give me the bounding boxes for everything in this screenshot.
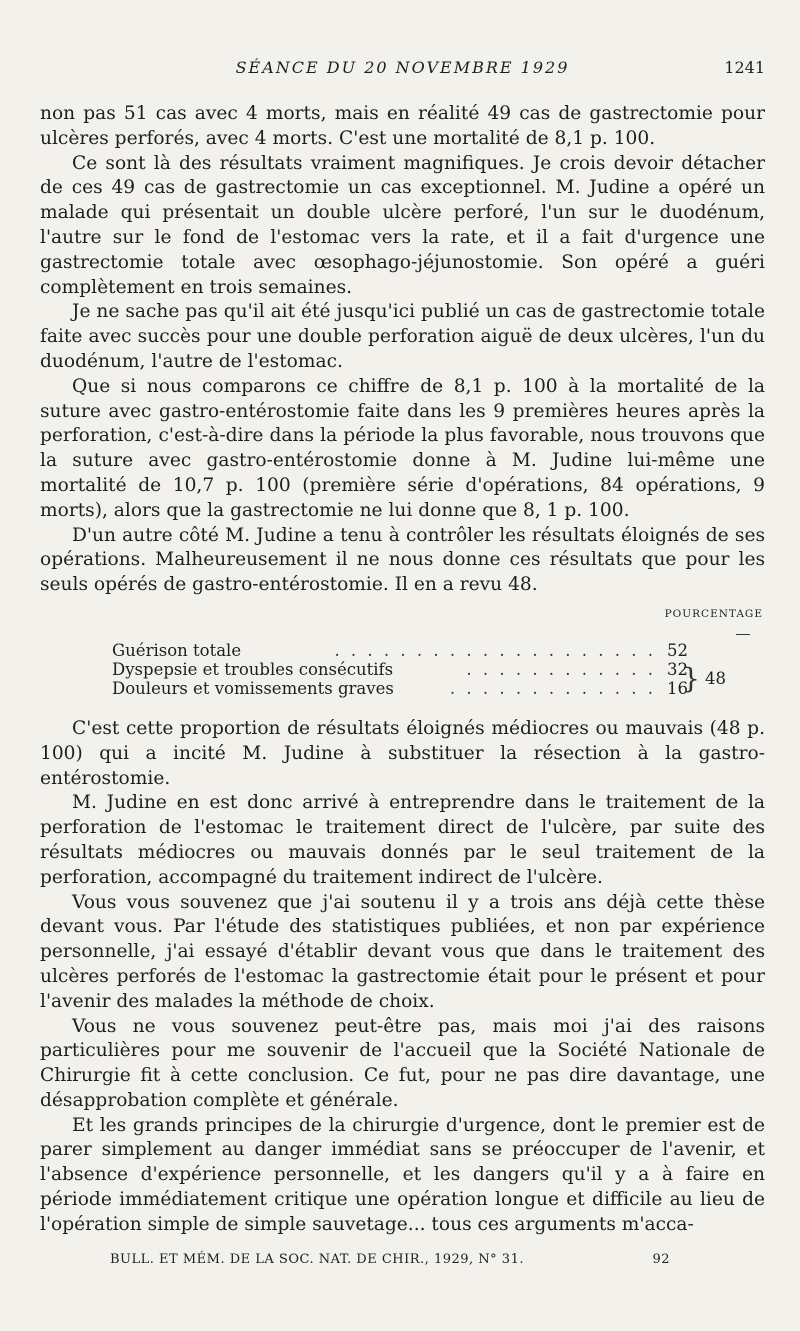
- running-title: SÉANCE DU 20 NOVEMBRE 1929: [235, 58, 570, 77]
- stats-row-label: Guérison totale: [112, 640, 242, 660]
- stats-row-value: 52: [667, 640, 688, 660]
- stats-row: [112, 660, 712, 679]
- sheet-number: 92: [652, 1252, 670, 1267]
- paragraph: Que si nous comparons ce chiffre de 8,1 p. 100 à la mortalité de la suture avec gastro-entérostomie faite dans les 9 premières heures après la perforation, c'est-à-dire dans la période la plus favorable, nous trouvons que la suture avec gastro-entérostomie donne à M. Judine lui-même une mortalité de 10,7 p. 100 (première série d'opérations, 84 opérations, 9 morts), alors que la gastrectomie ne lui donne que 8, 1 p. 100.: [40, 375, 765, 521]
- page-number: 1241: [724, 58, 765, 77]
- leader-dots: . . . . . . . . . . . .: [466, 659, 656, 679]
- stats-row-value: 32: [667, 659, 688, 679]
- paragraph: M. Judine en est donc arrivé à entreprendre dans le traitement de la perforation de l'estomac le traitement direct de l'ulcère, par suite des résultats médiocres ou mauvais donnés par le seul traitement de la perforation, accompagné du traitement indirect de l'ulcère.: [40, 792, 765, 888]
- stats-table: [112, 640, 726, 699]
- paragraph: Vous vous souvenez que j'ai soutenu il y a trois ans déjà cette thèse devant vous. Par l'étude des statistiques publiées, et non par expérience personnelle, j'ai essayé d'établir devant vous que dans le traitement des ulcères perforés de l'estomac la gastrectomie était pour le présent et pour l'avenir des malades la méthode de choix.: [40, 891, 765, 1012]
- paragraph: Vous ne vous souvenez peut-être pas, mais moi j'ai des raisons particulières pour me souvenir de l'accueil que la Société Nationale de Chirurgie fit à cette conclusion. Ce fut, pour ne pas dire davantage, une désapprobation complète et générale.: [40, 1015, 765, 1111]
- brace: }: [682, 661, 700, 695]
- paragraph: Je ne sache pas qu'il ait été jusqu'ici publié un cas de gastrectomie totale faite avec succès pour une double perforation aiguë de deux ulcères, l'un du duodénum, l'autre de l'estomac.: [40, 301, 765, 372]
- combined-total: 48: [705, 668, 726, 688]
- body-text: [40, 102, 765, 1238]
- leader-dots: . . . . . . . . . . . . . . . . . . . .: [334, 640, 656, 660]
- journal-reference: BULL. ET MÉM. DE LA SOC. NAT. DE CHIR., 1929, N° 31.: [110, 1252, 524, 1267]
- paragraph: D'un autre côté M. Judine a tenu à contrôler les résultats éloignés de ses opérations. Malheureusement il ne nous donne ces résultats que pour les seuls opérés de gastro-entérostomie. Il en a revu 48.: [40, 524, 765, 596]
- leader-dots: . . . . . . . . . . . . .: [449, 678, 656, 698]
- stats-row: [112, 641, 712, 660]
- stats-row-label: Dyspepsie et troubles consécutifs: [112, 659, 394, 679]
- page-footer: [110, 1252, 670, 1274]
- stats-row: [112, 679, 712, 698]
- stats-column-label: POURCENTAGE: [664, 607, 763, 620]
- paragraph: C'est cette proportion de résultats éloignés médiocres ou mauvais (48 p. 100) qui a incité M. Judine à substituer la résection à la gastro-entérostomie.: [40, 717, 765, 789]
- running-header: [40, 58, 765, 82]
- column-rule: [736, 634, 750, 635]
- stats-row-label: Douleurs et vomissements graves: [112, 678, 394, 698]
- paragraph: Et les grands principes de la chirurgie d'urgence, dont le premier est de parer simplement au danger immédiat sans se préoccuper de l'avenir, et l'absence d'expérience personnelle, et les dangers qu'il y a à faire en période immédiatement critique une opération longue et difficile au lieu de l'opération simple de simple sauvetage... tous ces arguments m'acca-: [40, 1114, 765, 1235]
- paragraph: non pas 51 cas avec 4 morts, mais en réalité 49 cas de gastrectomie pour ulcères perforés, avec 4 morts. C'est une mortalité de 8,1 p. 100.: [40, 103, 765, 149]
- stats-row-value: 16: [667, 678, 688, 698]
- paragraph: Ce sont là des résultats vraiment magnifiques. Je crois devoir détacher de ces 49 cas de gastrectomie un cas exceptionnel. M. Judine a opéré un malade qui présentait un double ulcère perforé, l'un sur le duodénum, l'autre sur le fond de l'estomac vers la rate, et il a fait d'urgence une gastrectomie totale avec œsophago-jéjunostomie. Son opéré a guéri complètement en trois semaines.: [40, 152, 765, 298]
